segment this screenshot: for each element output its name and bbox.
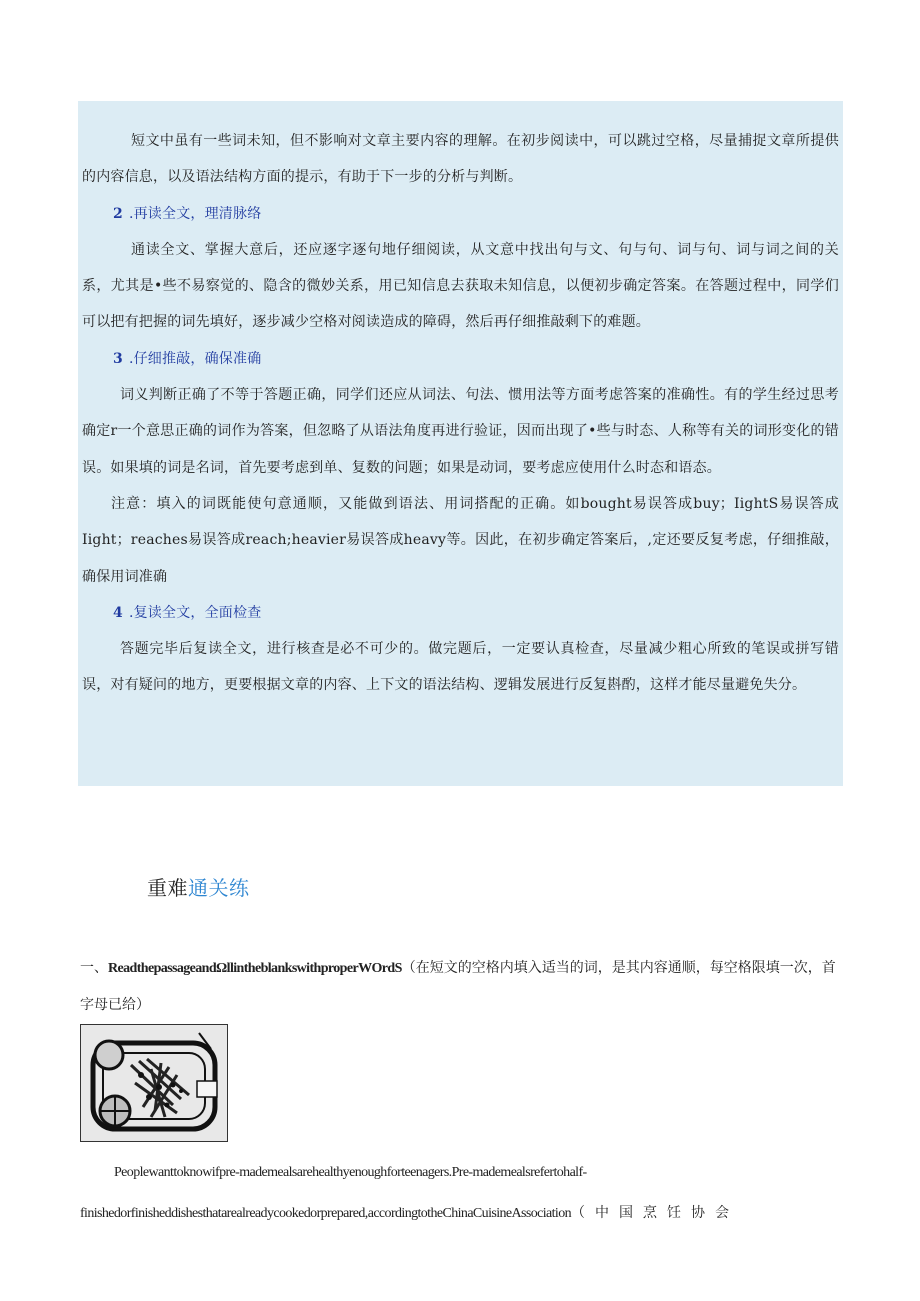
step3-text: 词义判断正确了不等于答题正确，同学们还应从词法、句法、惯用法等方面考虑答案的准确性。有的学生经过思考确定r一个意思正确的词作为答案，但忽略了从语法角度再进行验证，因而出现了•些与时态、人称等有关的词形变化的错误。如果填的词是名词，首先要考虑到单、复数的问题；如果是动词，要考虑应使用什么时态和语态。 <box>82 387 839 476</box>
step3-title: .仔细推敲，确保准确 <box>128 350 262 367</box>
step2-title: .再读全文，理清脉络 <box>128 205 262 222</box>
passage-line-2 <box>80 1193 842 1234</box>
tips-note: 注意：填入的词既能使句意通顺，又能做到语法、用词搭配的正确。如bought易误答成buy；IightS易误答成Iight；reaches易误答成reach;heavier易误答成heavy等。因此，在初步确定答案后，,定还要反复考虑，仔细推敲，确保用词准确 <box>82 495 839 585</box>
step4-title: .复读全文，全面检查 <box>128 604 262 621</box>
tips-intro: 短文中虽有一些词未知，但不影响对文章主要内容的理解。在初步阅读中，可以跳过空格，尽量捕捉文章所提供的内容信息，以及语法结构方面的提示，有助于下一步的分析与判断。 <box>82 133 839 186</box>
exercise-instruction <box>80 950 842 1023</box>
step3-heading <box>82 341 839 377</box>
passage-line-1: Peoplewanttoknowifpre-mademealsarehealthyenoughforteenagers.Pre-mademealsrefertohalf- <box>114 1165 587 1180</box>
exercise-instruction-en: ReadthepassageandΩllintheblankswithproperWOrdS <box>108 961 402 976</box>
passage-line-2-en: finishedorfinisheddishesthatarealreadycookedorprepared,accordingtotheChinaCuisineAssociation <box>80 1206 572 1221</box>
exercise-prefix: 一、 <box>80 960 108 976</box>
step4-heading <box>82 595 839 631</box>
step4-number: 4 <box>113 604 123 621</box>
step3-number: 3 <box>113 350 123 367</box>
step2-number: 2 <box>113 205 123 222</box>
meal-photo-image <box>81 1025 228 1142</box>
step4-text: 答题完毕后复读全文，进行核查是必不可少的。做完题后，一定要认真检查，尽量减少粗心所致的笔误或拼写错误，对有疑问的地方，更要根据文章的内容、上下文的语法结构、逻辑发展进行反复斟酌，这样才能尽量避免失分。 <box>82 641 839 694</box>
section-title-dark: 重难 <box>147 876 188 900</box>
section-title <box>147 872 250 901</box>
passage-line-2-cn: （中国烹饪协会 <box>571 1205 740 1221</box>
section-title-blue: 通关练 <box>188 876 250 900</box>
step2-text: 通读全文、掌握大意后，还应逐字逐句地仔细阅读，从文意中找出句与文、句与句、词与句、词与词之间的关系，尤其是•些不易察觉的、隐含的微妙关系，用已知信息去获取未知信息，以便初步确定答案。在答题过程中，同学们可以把有把握的词先填好，逐步减少空格对阅读造成的障碍，然后再仔细推敲剩下的难题。 <box>82 241 839 331</box>
tips-box <box>78 101 843 786</box>
passage <box>80 1152 842 1234</box>
exercise-instruction-cn: （在短文的空格内填入适当的词，是其内容通顺，每空格限填一次，首字母已给） <box>80 960 836 1013</box>
step2-heading <box>82 196 839 232</box>
meal-photo <box>80 1024 228 1142</box>
